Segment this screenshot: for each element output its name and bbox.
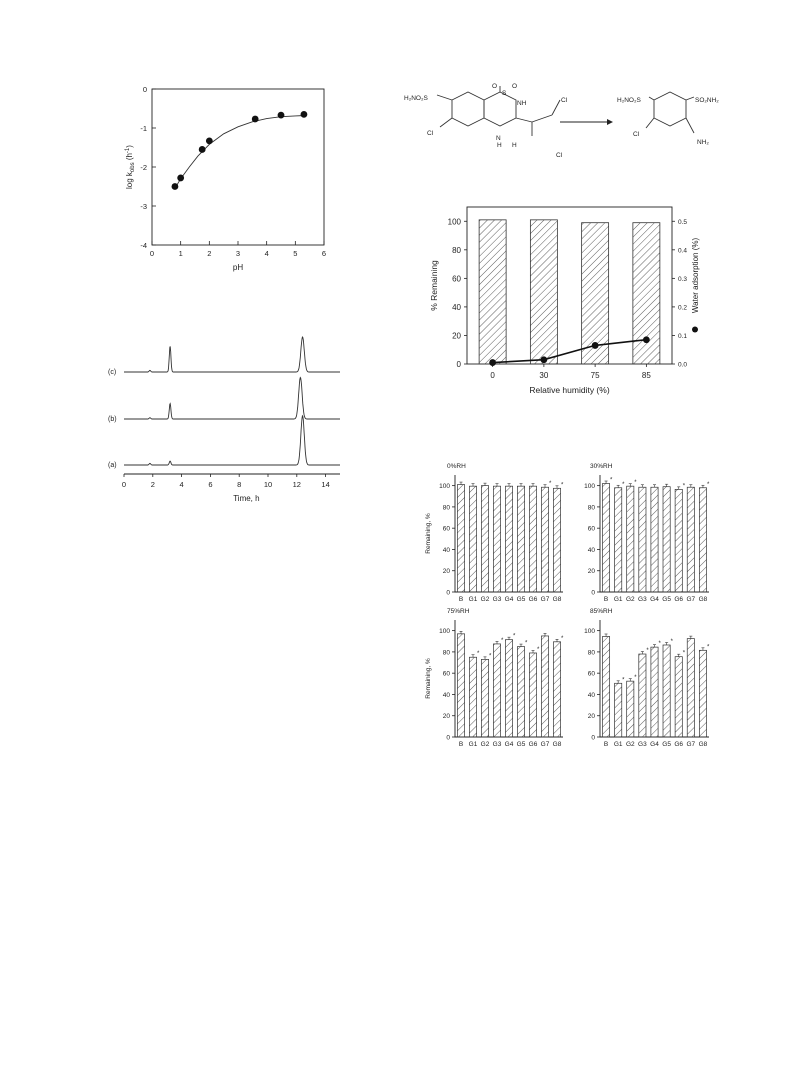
x-tick-label: 12 (292, 480, 301, 489)
remaining-bar (615, 683, 622, 737)
y-tick-label: 40 (452, 302, 461, 312)
remaining-bar (493, 644, 500, 737)
x-axis-label: Relative humidity (%) (529, 385, 610, 395)
trace-label: (b) (108, 416, 117, 423)
remaining-bar (457, 634, 464, 737)
rh-panel-rh75 (425, 608, 564, 748)
y-tick-label: 0 (591, 734, 595, 742)
significance-star: * (477, 651, 480, 658)
x-tick-label: G6 (674, 596, 684, 603)
remaining-bar (541, 636, 548, 737)
panel-title: 0%RH (447, 463, 466, 470)
trace-label: (c) (108, 369, 117, 376)
y-tick-label: 100 (439, 483, 450, 491)
remaining-bar (469, 657, 476, 737)
remaining-bar (493, 486, 500, 592)
rh-panel-rh0 (425, 463, 564, 603)
y-tick-label: 80 (442, 504, 450, 512)
x-tick-label: B (603, 596, 609, 603)
remaining-bar (529, 486, 536, 592)
reaction-arrow (560, 119, 613, 125)
significance-star: * (561, 635, 564, 642)
y-tick-label: 20 (452, 331, 461, 341)
remaining-bar (651, 487, 658, 592)
x-tick-label: G7 (540, 741, 550, 748)
fit-curve (175, 116, 306, 189)
x-tick-label: G1 (613, 596, 623, 603)
remaining-bar (687, 639, 694, 737)
x-tick-label: G1 (468, 596, 478, 603)
y-tick-label: 60 (442, 525, 450, 533)
y-tick-label: 100 (439, 628, 450, 636)
x-tick-label: G7 (540, 596, 550, 603)
chromatogram-trace (124, 378, 340, 420)
ph-rate-plot-frame (152, 89, 324, 245)
remaining-bar (627, 486, 634, 592)
remaining-bar (517, 486, 524, 592)
significance-star: * (622, 481, 625, 488)
x-tick-label: G6 (528, 741, 538, 748)
scheme-reactant-sulfonamide: H₂NO₂S (404, 95, 428, 102)
y-tick-label: 80 (452, 245, 461, 255)
scheme-product-sulfonamide-2: SO₂NH₂ (695, 97, 719, 104)
x-tick-label: 0 (149, 249, 155, 258)
y-axis-label: Remaining, % (425, 658, 432, 699)
x-tick-label: 75 (590, 371, 600, 380)
y-tick-label: 20 (587, 568, 595, 576)
data-point (177, 175, 184, 182)
y-tick-label: -4 (140, 241, 147, 250)
scheme-reactant-oxo-2: O (512, 83, 518, 90)
y-tick-label: 40 (587, 546, 595, 554)
x-tick-label: G3 (492, 741, 502, 748)
x-tick-label: G5 (516, 741, 526, 748)
y-tick-label: 100 (447, 217, 461, 227)
y-tick-label: 20 (442, 713, 450, 721)
water-adsorption-point (489, 359, 496, 366)
scheme-product-sulfonamide: H₂NO₂S (617, 97, 641, 104)
scheme-product-chloro: Cl (633, 131, 640, 138)
panel-title: 85%RH (590, 608, 613, 615)
scheme-product-amino: NH₂ (697, 139, 709, 146)
significance-star: * (549, 481, 552, 488)
y-axis-label-part: (h (125, 153, 134, 163)
significance-star: * (489, 653, 492, 660)
significance-star: * (682, 483, 686, 490)
data-point (278, 112, 285, 119)
y-axis-label-part: ) (125, 145, 134, 148)
data-point (252, 116, 259, 123)
significance-star: * (706, 481, 710, 488)
x-tick-label: G5 (662, 596, 671, 603)
y2-tick-label: 0.0 (678, 361, 688, 369)
remaining-bar (687, 487, 694, 592)
remaining-bar (505, 486, 512, 592)
reactant-structure (437, 86, 560, 136)
x-tick-label: 6 (321, 249, 327, 258)
y-tick-label: 40 (442, 691, 450, 699)
remaining-bar (663, 487, 670, 592)
y-tick-label: 80 (587, 649, 595, 657)
remaining-bar (481, 659, 488, 737)
remaining-bar (517, 647, 524, 737)
y-tick-label: 0 (446, 734, 450, 742)
rh-panel-rh85 (584, 608, 710, 748)
scheme-reactant-chloro: Cl (427, 130, 434, 137)
x-tick-label: 10 (263, 480, 273, 489)
panel-title: 75%RH (447, 608, 470, 615)
significance-star: * (513, 633, 516, 640)
remaining-bar (553, 488, 560, 592)
data-point (206, 137, 213, 144)
y-axis-label-part: -1 (125, 147, 131, 154)
remaining-bar (639, 654, 646, 737)
y2-tick-label: 0.3 (678, 275, 688, 283)
x-tick-label: B (603, 741, 609, 748)
significance-star: * (646, 648, 649, 655)
product-structure (646, 92, 694, 133)
x-tick-label: G6 (674, 741, 684, 748)
y-tick-label: 80 (442, 649, 450, 657)
remaining-bar (651, 647, 658, 737)
y2-legend-marker (692, 327, 698, 333)
remaining-bar (627, 681, 634, 737)
reaction-scheme (404, 83, 719, 159)
x-tick-label: 6 (208, 480, 213, 489)
remaining-bar (675, 657, 682, 737)
remaining-bar (699, 650, 706, 737)
scheme-reactant-cl-1: Cl (561, 97, 568, 104)
chromatogram-trace (124, 416, 340, 465)
significance-star: * (658, 641, 661, 648)
significance-star: * (622, 677, 625, 684)
significance-star: * (610, 477, 613, 484)
remaining-bar (553, 642, 560, 737)
significance-star: * (634, 675, 637, 682)
remaining-bar (602, 484, 609, 592)
x-tick-label: G6 (528, 596, 538, 603)
y-axis-label-part: log k (125, 172, 134, 189)
x-tick-label: G8 (698, 596, 708, 603)
significance-star: * (634, 480, 637, 487)
x-tick-label: G2 (625, 596, 635, 603)
y-tick-label: -1 (140, 124, 147, 133)
x-axis-label: pH (232, 263, 244, 272)
x-tick-label: G8 (552, 596, 562, 603)
y-tick-label: 100 (584, 483, 595, 491)
remaining-bar (675, 489, 682, 592)
x-tick-label: G2 (480, 741, 490, 748)
y-tick-label: 60 (442, 670, 450, 678)
x-tick-label: G7 (686, 741, 696, 748)
remaining-bar (457, 485, 464, 592)
y-tick-label: -2 (140, 163, 147, 172)
chromatogram-chart (108, 337, 340, 503)
y-axis-label: % Remaining (429, 260, 439, 311)
x-tick-label: G1 (613, 741, 623, 748)
x-tick-label: G2 (625, 741, 635, 748)
x-tick-label: G4 (650, 596, 659, 603)
remaining-bar (699, 488, 706, 592)
scheme-reactant-sulfur: S (502, 90, 507, 97)
x-tick-label: 0 (121, 480, 127, 489)
scheme-reactant-cl-2: Cl (556, 152, 563, 159)
data-point (301, 111, 308, 118)
remaining-bar (505, 640, 512, 737)
x-tick-label: G3 (638, 596, 647, 603)
x-tick-label: 5 (293, 249, 298, 258)
x-tick-label: 0 (490, 371, 495, 380)
remaining-bar (469, 486, 476, 592)
scheme-reactant-oxo-1: O (492, 83, 498, 90)
y-tick-label: 60 (587, 670, 595, 678)
x-tick-label: 3 (235, 249, 241, 258)
y-tick-label: 0 (446, 589, 450, 597)
x-tick-label: G3 (492, 596, 502, 603)
water-adsorption-point (540, 356, 547, 363)
scheme-reactant-nh: NH (517, 100, 527, 107)
remaining-bar (541, 487, 548, 592)
y-tick-label: 20 (442, 568, 450, 576)
x-tick-label: B (458, 596, 464, 603)
x-tick-label: G4 (504, 741, 514, 748)
remaining-bar (479, 220, 506, 364)
data-point (199, 146, 206, 153)
significance-star: * (670, 638, 673, 645)
x-tick-label: G8 (552, 741, 562, 748)
ph-rate-chart (125, 85, 326, 272)
x-tick-label: G5 (662, 741, 671, 748)
trace-label: (a) (108, 462, 117, 469)
water-adsorption-line (493, 340, 647, 363)
y-tick-label: 60 (452, 274, 461, 284)
significance-star: * (525, 640, 528, 647)
significance-star: * (537, 646, 540, 653)
rh-panel-rh30 (584, 463, 710, 603)
y-tick-label: 40 (587, 691, 595, 699)
remaining-bar (615, 488, 622, 592)
x-tick-label: G1 (468, 741, 478, 748)
y-tick-label: 60 (587, 525, 595, 533)
y-tick-label: 0 (591, 589, 595, 597)
water-adsorption-point (643, 336, 650, 343)
remaining-bar (639, 487, 646, 592)
y2-tick-label: 0.4 (678, 247, 688, 255)
scheme-reactant-nh-h: H (497, 142, 502, 149)
y2-tick-label: 0.5 (678, 218, 688, 226)
y-tick-label: 40 (442, 546, 450, 554)
x-tick-label: 85 (641, 371, 651, 380)
x-tick-label: G4 (504, 596, 514, 603)
y-tick-label: 80 (587, 504, 595, 512)
y-axis-label: Remaining, % (425, 513, 432, 554)
significance-star: * (501, 637, 504, 644)
y2-axis-label: Water adsorption (%) (691, 237, 700, 314)
y-axis-label (125, 145, 136, 189)
x-tick-label: G8 (698, 741, 708, 748)
remaining-bar (530, 220, 557, 364)
significance-star: * (561, 482, 564, 489)
x-tick-label: G4 (650, 741, 659, 748)
remaining-bar (529, 653, 536, 737)
x-tick-label: 30 (539, 371, 549, 380)
x-tick-label: 4 (179, 480, 184, 489)
y-tick-label: 0 (142, 85, 147, 94)
x-tick-label: 2 (207, 249, 212, 258)
scheme-reactant-ch-h: H (512, 142, 517, 149)
y-axis-label-part: obs (130, 162, 136, 173)
panel-title: 30%RH (590, 463, 613, 470)
x-tick-label: G2 (480, 596, 490, 603)
y-tick-label: 0 (456, 360, 461, 369)
water-adsorption-point (592, 342, 599, 349)
y-tick-label: 100 (584, 628, 595, 636)
remaining-bar (602, 636, 609, 737)
remaining-bar (663, 645, 670, 737)
x-tick-label: B (458, 741, 464, 748)
y2-tick-label: 0.2 (678, 304, 688, 312)
y-tick-label: -3 (140, 202, 147, 211)
scheme-reactant-n: N (496, 135, 501, 142)
significance-star: * (706, 644, 710, 651)
x-tick-label: G3 (638, 741, 647, 748)
x-tick-label: 8 (237, 480, 242, 489)
remaining-bar (481, 486, 488, 592)
x-tick-label: G5 (516, 596, 526, 603)
x-tick-label: 1 (178, 249, 183, 258)
chromatogram-trace (124, 337, 340, 372)
x-tick-label: G7 (686, 596, 696, 603)
significance-star: * (682, 650, 686, 657)
x-tick-label: 4 (264, 249, 269, 258)
humidity-chart (429, 207, 700, 395)
y2-tick-label: 0.1 (678, 332, 688, 340)
x-tick-label: 2 (150, 480, 155, 489)
x-axis-label: Time, h (233, 494, 260, 503)
x-tick-label: 14 (321, 480, 330, 489)
y-tick-label: 20 (587, 713, 595, 721)
data-point (172, 183, 179, 190)
